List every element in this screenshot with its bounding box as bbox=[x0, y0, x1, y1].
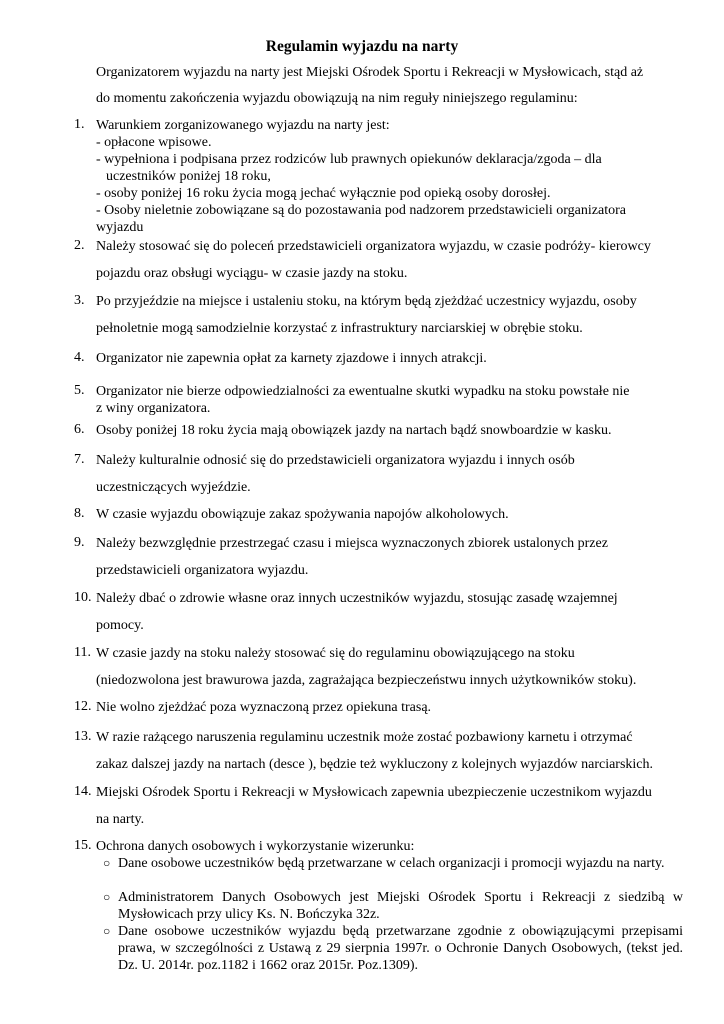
item-number: 12. bbox=[74, 699, 92, 714]
item-number: 2. bbox=[74, 238, 85, 253]
item-text bbox=[96, 288, 696, 342]
item-text bbox=[96, 447, 696, 501]
item-number: 11. bbox=[74, 645, 91, 660]
item-line: Należy dbać o zdrowie własne oraz innych uczestników wyjazdu, stosując zasadę wzajemnej bbox=[96, 591, 618, 606]
item-line: W czasie jazdy na stoku należy stosować się do regulaminu obowiązującego na stoku bbox=[96, 646, 575, 661]
item-line: Osoby poniżej 18 roku życia mają obowiązek jazdy na nartach bądź snowboardzie w kasku. bbox=[96, 423, 612, 438]
item-number: 10. bbox=[74, 590, 92, 605]
bullet-item: Administratorem Danych Osobowych jest Miejski Ośrodek Sportu i Rekreacji z siedzibą w Mysłowicach przy ulicy Ks. N. Bończyka 32z. bbox=[118, 890, 683, 922]
item-line: W razie rażącego naruszenia regulaminu uczestnik może zostać pozbawiony karnetu i otrzymać bbox=[96, 730, 633, 745]
item-line: Należy bezwzględnie przestrzegać czasu i miejsca wyznaczonych zbiorek ustalonych przez bbox=[96, 536, 608, 551]
item-line: uczestników poniżej 18 roku, bbox=[106, 169, 271, 184]
item-line: W czasie wyjazdu obowiązuje zakaz spożywania napojów alkoholowych. bbox=[96, 507, 509, 522]
item-text bbox=[96, 530, 696, 584]
item-line: Warunkiem zorganizowanego wyjazdu na narty jest: bbox=[96, 118, 390, 133]
bullet-icon: ○ bbox=[103, 924, 111, 938]
item-line: na narty. bbox=[96, 812, 145, 827]
intro-line: do momentu zakończenia wyjazdu obowiązują na nim reguły niniejszego regulaminu: bbox=[96, 91, 578, 106]
item-line: wyjazdu bbox=[96, 220, 144, 235]
item-line: pomocy. bbox=[96, 618, 144, 633]
item-number: 15. bbox=[74, 838, 92, 853]
item-line: (niedozwolona jest brawurowa jazda, zagrażająca bezpieczeństwu innych użytkowników stoku). bbox=[96, 673, 637, 688]
item-number: 3. bbox=[74, 293, 85, 308]
item-text bbox=[96, 585, 696, 639]
item-text bbox=[96, 383, 696, 417]
item-line: Ochrona danych osobowych i wykorzystanie wizerunku: bbox=[96, 839, 415, 854]
item-number: 8. bbox=[74, 506, 85, 521]
item-line: pełnoletnie mogą samodzielnie korzystać z infrastruktury narciarskiej w obrębie stoku. bbox=[96, 321, 583, 336]
item-line: Organizator nie bierze odpowiedzialności za ewentualne skutki wypadku na stoku powstałe nie bbox=[96, 384, 630, 399]
item-line: - osoby poniżej 16 roku życia mogą jechać wyłącznie pod opieką osoby dorosłej. bbox=[96, 186, 551, 201]
item-line: z winy organizatora. bbox=[96, 401, 211, 416]
item-number: 13. bbox=[74, 729, 92, 744]
item-line: Miejski Ośrodek Sportu i Rekreacji w Mysłowicach zapewnia ubezpieczenie uczestnikom wyjazdu bbox=[96, 785, 652, 800]
item-line: - Osoby nieletnie zobowiązane są do pozostawania pod nadzorem przedstawicieli organizatora bbox=[96, 203, 626, 218]
item-line: Organizator nie zapewnia opłat za karnety zjazdowe i innych atrakcji. bbox=[96, 351, 487, 366]
item-number: 6. bbox=[74, 422, 85, 437]
item-line: - wypełniona i podpisana przez rodziców lub prawnych opiekunów deklaracja/zgoda – dla bbox=[96, 152, 602, 167]
item-number: 9. bbox=[74, 535, 85, 550]
item-text bbox=[96, 724, 696, 778]
item-text bbox=[96, 640, 696, 694]
bullet-icon: ○ bbox=[103, 856, 111, 870]
item-number: 7. bbox=[74, 452, 85, 467]
item-line: Należy stosować się do poleceń przedstawicieli organizatora wyjazdu, w czasie podróży- kierowcy bbox=[96, 239, 651, 254]
item-line: - opłacone wpisowe. bbox=[96, 135, 212, 150]
item-number: 4. bbox=[74, 350, 85, 365]
intro-paragraph bbox=[96, 60, 696, 112]
bullet-item: Dane osobowe uczestników będą przetwarzane w celach organizacji i promocji wyjazdu na narty. bbox=[118, 856, 665, 871]
intro-line: Organizatorem wyjazdu na narty jest Miejski Ośrodek Sportu i Rekreacji w Mysłowicach, stąd aż bbox=[96, 65, 644, 80]
item-line: zakaz dalszej jazdy na nartach (desce ), będzie też wykluczony z kolejnych wyjazdów narciarskich. bbox=[96, 757, 654, 772]
item-text bbox=[96, 233, 696, 287]
item-line: przedstawicieli organizatora wyjazdu. bbox=[96, 563, 309, 578]
item-line: uczestniczących wyjeździe. bbox=[96, 480, 251, 495]
item-line: Należy kulturalnie odnosić się do przedstawicieli organizatora wyjazdu i innych osób bbox=[96, 453, 575, 468]
item-number: 14. bbox=[74, 784, 92, 799]
bullet-icon: ○ bbox=[103, 890, 111, 904]
document-title: Regulamin wyjazdu na narty bbox=[265, 38, 459, 55]
bullet-item: Dane osobowe uczestników wyjazdu będą przetwarzane zgodnie z obowiązującymi przepisami prawa, w szczególności z Ustawą z 29 sierpnia 1997r. o Ochronie Danych Osobowych, (tekst jed. Dz. U. 2014r. poz.1182 i 1662 oraz 2015r. Poz.1309). bbox=[118, 924, 683, 973]
item-number: 5. bbox=[74, 383, 85, 398]
item-line: Nie wolno zjeżdżać poza wyznaczoną przez opiekuna trasą. bbox=[96, 700, 432, 715]
item-line: Po przyjeździe na miejsce i ustaleniu stoku, na którym będą zjeżdżać uczestnicy wyjazdu, osoby bbox=[96, 294, 637, 309]
item-text bbox=[96, 779, 696, 833]
item-line: pojazdu oraz obsługi wyciągu- w czasie jazdy na stoku. bbox=[96, 266, 408, 281]
item-number: 1. bbox=[74, 117, 85, 132]
